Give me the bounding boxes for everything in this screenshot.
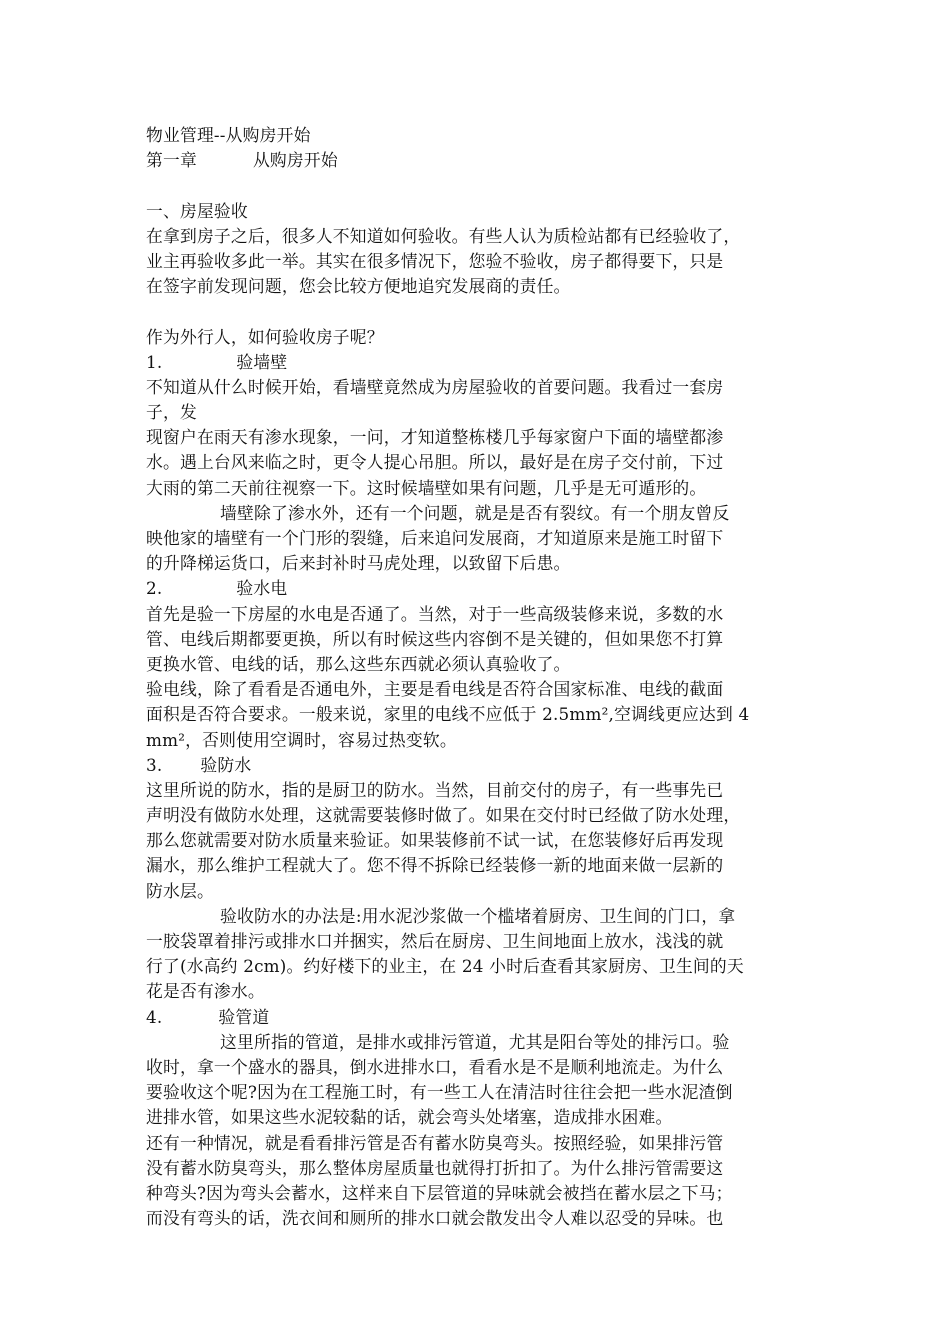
body-line: 收时，拿一个盛水的器具，倒水进排水口，看看水是不是顺利地流走。为什么 <box>146 1056 724 1077</box>
body-line: 这里所说的防水，指的是厨卫的防水。当然，目前交付的房子，有一些事先已 <box>146 779 724 800</box>
chapter-heading <box>146 148 814 173</box>
item-number: 4. <box>146 1006 163 1027</box>
body-line: 没有蓄水防臭弯头，那么整体房屋质量也就得打折扣了。为什么排污管需要这 <box>146 1157 724 1178</box>
body-line: 声明没有做防水处理，这就需要装修时做了。如果在交付时已经做了防水处理， <box>146 805 741 826</box>
item-number: 3. <box>146 754 163 775</box>
body-line: 子，发 <box>146 402 197 423</box>
item-heading <box>146 753 814 778</box>
body-line: 验收防水的办法是:用水泥沙浆做一个槛堵着厨房、卫生间的门口，拿 <box>220 905 736 926</box>
blank-line <box>146 299 814 324</box>
body-line: 管、电线后期都要更换，所以有时候这些内容倒不是关键的，但如果您不打算 <box>146 628 724 649</box>
body-line: 而没有弯头的话，洗衣间和厕所的排水口就会散发出令人难以忍受的异味。也 <box>146 1208 724 1229</box>
body-line: 那么您就需要对防水质量来验证。如果装修前不试一试，在您装修好后再发现 <box>146 830 724 851</box>
document-body <box>146 123 814 1231</box>
item-heading <box>146 1005 814 1030</box>
body-line: 映他家的墙壁有一个门形的裂缝，后来追问发展商，才知道原来是施工时留下 <box>146 528 724 548</box>
question-line: 作为外行人，如何验收房子呢？ <box>146 326 384 347</box>
item-title: 验墙壁 <box>236 351 288 372</box>
item-heading <box>146 576 814 601</box>
body-line: 要验收这个呢?因为在工程施工时，有一些工人在清洁时往往会把一些水泥渣倒 <box>146 1082 733 1103</box>
body-line: 花是否有渗水。 <box>146 981 265 1002</box>
item-heading <box>146 350 814 375</box>
body-line: 还有一种情况，就是看看排污管是否有蓄水防臭弯头。按照经验，如果排污管 <box>146 1132 724 1153</box>
body-line: 现窗户在雨天有渗水现象，一问，才知道整栋楼几乎每家窗户下面的墙壁都渗 <box>146 427 724 448</box>
body-line: 一胶袋罩着排污或排水口并捆实，然后在厨房、卫生间地面上放水，浅浅的就 <box>146 931 724 951</box>
body-line: 行了(水高约 2cm)。约好楼下的业主，在 24 小时后查看其家厨房、卫生间的天 <box>146 956 744 977</box>
item-title: 验防水 <box>200 754 252 775</box>
body-line: 大雨的第二天前往视察一下。这时候墙壁如果有问题，几乎是无可遁形的。 <box>146 477 707 498</box>
body-line: 验电线，除了看看是否通电外，主要是看电线是否符合国家标准、电线的截面 <box>146 679 724 700</box>
item-title: 验管道 <box>218 1006 270 1027</box>
item-title: 验水电 <box>236 578 288 599</box>
body-line: 首先是验一下房屋的水电是否通了。当然，对于一些高级装修来说，多数的水 <box>146 603 724 624</box>
item-number: 2. <box>146 578 163 599</box>
body-line: mm²，否则使用空调时，容易过热变软。 <box>146 729 457 750</box>
body-line: 种弯头?因为弯头会蓄水，这样来自下层管道的异味就会被挡在蓄水层之下马； <box>146 1182 733 1203</box>
body-line: 漏水，那么维护工程就大了。您不得不拆除已经装修一新的地面来做一层新的 <box>146 855 724 876</box>
body-line: 防水层。 <box>146 880 214 901</box>
intro-line: 业主再验收多此一举。其实在很多情况下，您验不验收，房子都得要下，只是 <box>146 250 724 271</box>
chapter-name: 从购房开始 <box>252 150 338 171</box>
section-heading: 一、房屋验收 <box>146 200 248 221</box>
inspection-items <box>146 350 814 1232</box>
body-line: 墙壁除了渗水外，还有一个问题，就是是否有裂纹。有一个朋友曾反 <box>220 502 730 523</box>
document-title: 物业管理--从购房开始 <box>146 125 311 145</box>
body-line: 水。遇上台风来临之时，更令人提心吊胆。所以，最好是在房子交付前，下过 <box>146 452 724 473</box>
body-line: 进排水管，如果这些水泥较黏的话，就会弯头处堵塞，造成排水困难。 <box>146 1107 673 1128</box>
item-number: 1. <box>146 351 163 372</box>
body-line: 的升降梯运货口，后来封补时马虎处理，以致留下后患。 <box>146 553 571 574</box>
body-line: 这里所指的管道，是排水或排污管道，尤其是阳台等处的排污口。验 <box>220 1031 730 1052</box>
blank-line <box>146 173 814 198</box>
intro-line: 在签字前发现问题，您会比较方便地追究发展商的责任。 <box>146 276 571 297</box>
body-line: 不知道从什么时候开始，看墙壁竟然成为房屋验收的首要问题。我看过一套房 <box>146 376 724 397</box>
body-line: 更换水管、电线的话，那么这些东西就必须认真验收了。 <box>146 653 571 674</box>
intro-line: 在拿到房子之后，很多人不知道如何验收。有些人认为质检站都有已经验收了， <box>146 225 741 246</box>
body-line: 面积是否符合要求。一般来说，家里的电线不应低于 2.5mm²,空调线更应达到 4 <box>146 704 750 725</box>
chapter-label: 第一章 <box>146 150 197 171</box>
